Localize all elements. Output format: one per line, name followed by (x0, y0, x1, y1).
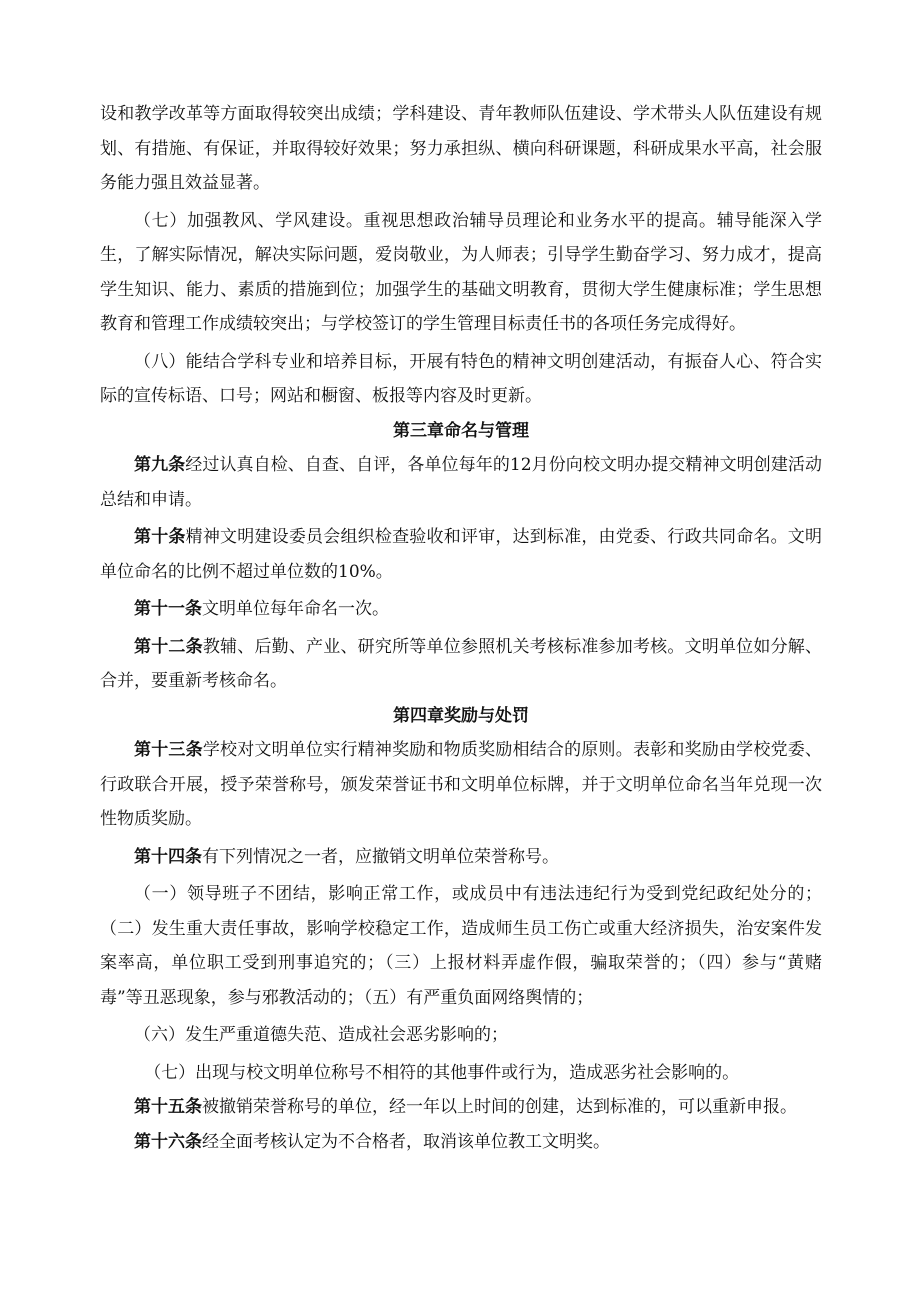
chapter-4-heading: 第四章奖励与处罚 (393, 705, 529, 726)
article-9-label: 第九条 (134, 455, 186, 475)
article-13 (100, 733, 822, 837)
article-14-label: 第十四条 (134, 846, 202, 867)
document-body (100, 97, 822, 1159)
article-15-text: 被撤销荣誉称号的单位，经一年以上时间的创建，达到标准的，可以重新申报。 (202, 1097, 797, 1117)
article-9 (100, 448, 822, 517)
paragraph-item-7: （七）加强教风、学风建设。重视思想政治辅导员理论和业务水平的提高。辅导能深入学生，了解实际情况，解决实际问题，爱岗敬业，为人师表；引导学生勤奋学习、努力成才，提高学生知识、能力、素质的措施到位；加强学生的基础文明教育，贯彻大学生健康标准；学生思想教育和管理工作成绩较突出；与学校签订的学生管理目标责任书的各项任务完成得好。 (100, 210, 822, 334)
article-13-label: 第十三条 (134, 740, 203, 760)
paragraph-item-8: （八）能结合学科专业和培养目标，开展有特色的精神文明创建活动，有振奋人心、符合实际的宣传标语、口号；网站和橱窗、板报等内容及时更新。 (100, 351, 822, 406)
article-9-text: 经过认真自检、自查、自评，各单位每年的12月份向校文明办提交精神文明创建活动总结和申请。 (100, 455, 822, 510)
chapter-3-heading: 第三章命名与管理 (393, 420, 529, 441)
article-11 (100, 592, 822, 627)
article-14 (100, 840, 822, 875)
article-12 (100, 630, 822, 699)
article-11-text: 文明单位每年命名一次。 (202, 599, 389, 619)
article-12-text: 教辅、后勤、产业、研究所等单位参照机关考核标准参加考核。文明单位如分解、合并，要重新考核命名。 (100, 636, 823, 691)
article-16 (100, 1125, 822, 1160)
article-12-label: 第十二条 (134, 636, 203, 657)
article-14-text: 有下列情况之一者，应撤销文明单位荣誉称号。 (202, 846, 559, 867)
article-16-label: 第十六条 (134, 1131, 202, 1152)
article-15-label: 第十五条 (134, 1097, 202, 1117)
article-14-item-7: （七）出现与校文明单位称号不相符的其他事件或行为，造成恶劣社会影响的。 (144, 1062, 740, 1083)
article-14-items-1-5: （一）领导班子不团结，影响正常工作，或成员中有违法违纪行为受到党纪政纪处分的；（二）发生重大责任事故，影响学校稳定工作，造成师生员工伤亡或重大经济损失，治安案件发案率高，单位职工受到刑事追究的；（三）上报材料弄虚作假，骗取荣誉的；（四）参与“黄赌毒”等丑恶现象，参与邪教活动的；（五）有严重负面网络舆情的； (100, 884, 822, 1008)
article-14-item-6: （六）发生严重道德失范、造成社会恶劣影响的； (134, 1025, 508, 1045)
article-10-text: 精神文明建设委员会组织检查验收和评审，达到标准，由党委、行政共同命名。文明单位命名的比例不超过单位数的10%。 (100, 527, 823, 582)
article-15 (100, 1090, 822, 1125)
article-13-text: 学校对文明单位实行精神奖励和物质奖励相结合的原则。表彰和奖励由学校党委、行政联合开展，授予荣誉称号，颁发荣誉证书和文明单位标牌，并于文明单位命名当年兑现一次性物质奖励。 (100, 740, 823, 829)
article-16-text: 经全面考核认定为不合格者，取消该单位教工文明奖。 (202, 1131, 610, 1152)
article-11-label: 第十一条 (134, 599, 202, 619)
article-10-label: 第十条 (134, 527, 186, 547)
paragraph-continuation: 设和教学改革等方面取得较突出成绩；学科建设、青年教师队伍建设、学术带头人队伍建设有规划、有措施、有保证，并取得较好效果；努力承担纵、横向科研课题，科研成果水平高，社会服务能力强且效益显著。 (100, 104, 822, 193)
article-10 (100, 520, 822, 589)
